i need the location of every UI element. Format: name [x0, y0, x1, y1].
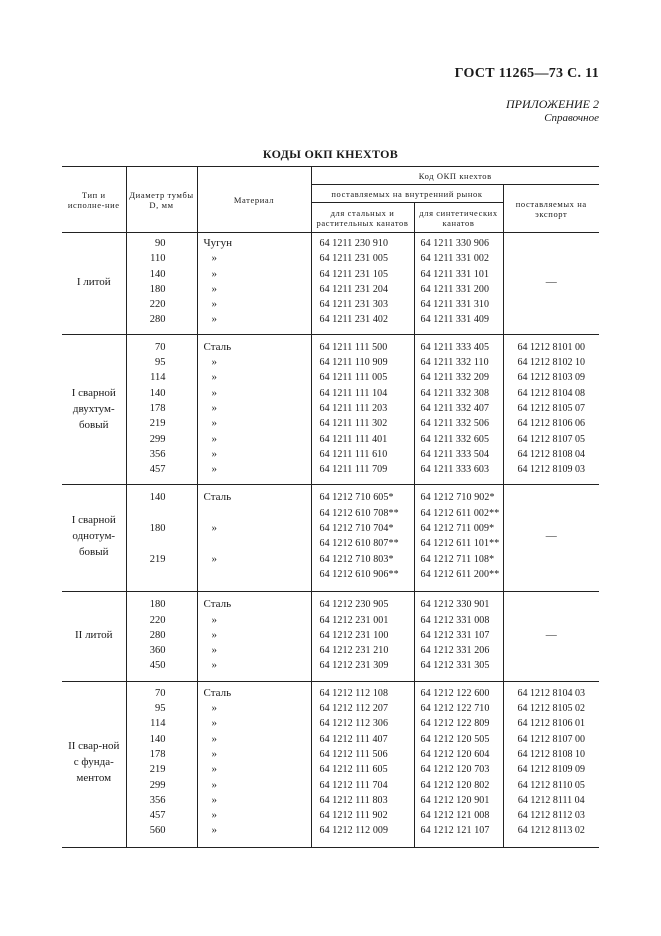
okp-codes-table — [62, 166, 599, 848]
materials-entry: » — [211, 793, 217, 806]
diameters-entry: 95 — [155, 703, 166, 715]
export-codes-entry: 64 1212 8106 01 — [517, 718, 585, 730]
table-title: КОДЫ ОКП КНЕХТОВ — [262, 147, 399, 161]
materials-entry: Чугун — [203, 237, 233, 249]
col-synthetic-header: для синтетических канатов — [414, 203, 503, 233]
appendix-title: ПРИЛОЖЕНИЕ 2 — [506, 97, 599, 111]
steel-codes-entry: 64 1212 111 407 — [319, 733, 388, 745]
table-header — [62, 167, 599, 233]
steel-codes-entry: 64 1212 610 708** — [319, 507, 399, 519]
diameters-entry: 457 — [149, 464, 166, 476]
synthetic-codes-entry: 64 1212 611 002** — [420, 507, 500, 519]
materials-entry — [198, 567, 311, 582]
steel-codes-entry: 64 1211 111 203 — [319, 402, 388, 414]
synthetic-codes-entry: 64 1211 333 504 — [420, 448, 490, 460]
steel-codes-entry: 64 1211 111 401 — [319, 433, 388, 445]
steel-codes-entry: 64 1212 112 306 — [319, 718, 389, 730]
materials-entry: » — [211, 763, 217, 776]
materials-entry: Сталь — [203, 491, 232, 504]
materials-entry: » — [211, 628, 217, 641]
materials-entry: » — [211, 644, 217, 657]
materials-entry: » — [211, 522, 217, 535]
steel-codes-entry: 64 1211 230 910 — [319, 238, 389, 249]
synthetic-codes-entry: 64 1212 120 703 — [420, 764, 490, 776]
steel-codes-entry: 64 1212 710 605* — [319, 492, 394, 504]
materials-entry: » — [211, 809, 217, 822]
material-cell — [197, 334, 311, 485]
steel-codes-entry: 64 1212 112 207 — [319, 703, 389, 715]
synthetic-codes-entry: 64 1212 122 710 — [420, 703, 490, 715]
table-body — [62, 233, 599, 848]
diameters-entry: 220 — [149, 614, 166, 626]
diameters-entry: 219 — [149, 764, 166, 776]
material-cell — [197, 681, 311, 847]
materials-entry: » — [211, 702, 217, 715]
synthetic-codes-entry: 64 1212 331 008 — [420, 614, 490, 626]
materials-entry: » — [211, 267, 217, 280]
export-codes-entry: 64 1212 8110 05 — [517, 779, 585, 791]
diameters-entry: 114 — [150, 718, 166, 730]
steel-codes-entry: 64 1212 111 902 — [319, 810, 388, 822]
materials-entry: » — [211, 252, 217, 265]
materials-entry: » — [211, 356, 217, 369]
steel-code-cell — [311, 485, 414, 592]
steel-codes-entry: 64 1212 710 803* — [319, 553, 394, 565]
synthetic-codes-entry: 64 1211 332 110 — [420, 357, 489, 369]
synthetic-code-cell — [414, 592, 503, 681]
diameters-entry: 180 — [149, 599, 166, 611]
diameter-cell — [126, 233, 197, 335]
diameters-entry: 70 — [155, 687, 166, 699]
material-cell — [197, 233, 311, 335]
steel-codes-entry: 64 1211 110 909 — [319, 357, 388, 369]
diameter-cell — [126, 485, 197, 592]
steel-codes-entry: 64 1211 231 303 — [319, 299, 389, 311]
steel-code-cell — [311, 233, 414, 335]
steel-code-cell — [311, 592, 414, 681]
steel-codes-entry: 64 1212 230 905 — [319, 599, 389, 611]
steel-codes-entry: 64 1212 710 704* — [319, 523, 394, 535]
diameters-entry: 219 — [149, 553, 166, 565]
col-steel-plant-header: для стальных и растительных канатов — [311, 203, 414, 233]
type-label: II литой — [74, 629, 113, 642]
synthetic-codes-entry: 64 1212 121 107 — [420, 825, 490, 837]
steel-codes-entry: 64 1212 231 100 — [319, 629, 389, 641]
steel-code-cell — [311, 681, 414, 847]
export-codes-entry: 64 1212 8107 00 — [517, 733, 585, 745]
diameters-entry: 180 — [149, 523, 166, 535]
steel-codes-entry: 64 1212 231 210 — [319, 645, 389, 657]
type-label: I сварной однотум-бовый — [71, 514, 116, 559]
table-row — [62, 485, 599, 592]
materials-entry: » — [211, 371, 217, 384]
type-label: I литой — [76, 275, 111, 288]
steel-codes-entry: 64 1211 231 204 — [319, 283, 389, 295]
export-codes-entry: 64 1212 8105 07 — [517, 402, 585, 414]
steel-codes-entry: 64 1212 112 108 — [319, 687, 389, 699]
diameters-entry: 299 — [149, 433, 166, 445]
export-code-cell — [503, 592, 599, 681]
steel-codes-entry: 64 1211 231 005 — [319, 253, 389, 265]
synthetic-codes-entry: 64 1211 332 506 — [420, 418, 490, 430]
steel-codes-entry: 64 1212 231 309 — [319, 660, 389, 672]
col-okp-header: Код ОКП кнехтов — [311, 167, 599, 185]
appendix-label — [506, 97, 599, 125]
steel-codes-entry: 64 1211 111 500 — [319, 341, 388, 353]
synthetic-code-cell — [414, 233, 503, 335]
synthetic-codes-entry: 64 1211 331 002 — [420, 253, 490, 265]
diameters-entry: 450 — [149, 660, 166, 672]
steel-codes-entry: 64 1212 112 009 — [319, 825, 389, 837]
synthetic-codes-entry: 64 1212 122 809 — [420, 718, 490, 730]
table-row — [62, 592, 599, 681]
diameters-entry: 70 — [155, 341, 166, 353]
material-cell — [197, 485, 311, 592]
type-cell — [62, 681, 126, 847]
synthetic-codes-entry: 64 1212 330 901 — [420, 599, 490, 611]
steel-codes-entry: 64 1211 111 302 — [319, 418, 388, 430]
synthetic-codes-entry: 64 1212 331 206 — [420, 645, 490, 657]
diameter-cell — [126, 592, 197, 681]
document-reference: ГОСТ 11265—73 С. 11 — [454, 66, 599, 81]
empty-dash: — — [545, 530, 557, 543]
materials-entry: » — [211, 386, 217, 399]
col-diameter-header: Диаметр тумбы D, мм — [126, 167, 197, 233]
materials-entry: » — [211, 732, 217, 745]
materials-entry: » — [211, 298, 217, 311]
export-codes-entry: 64 1212 8112 03 — [517, 810, 585, 822]
diameters-entry: 178 — [149, 402, 166, 414]
diameters-entry: 178 — [149, 748, 166, 760]
synthetic-codes-entry: 64 1211 332 407 — [420, 402, 490, 414]
type-cell — [62, 592, 126, 681]
materials-entry: » — [211, 432, 217, 445]
synthetic-codes-entry: 64 1211 332 209 — [420, 372, 490, 384]
diameters-entry — [127, 536, 166, 551]
materials-entry: » — [211, 313, 217, 326]
synthetic-codes-entry: 64 1212 611 101** — [420, 538, 500, 550]
material-cell — [197, 592, 311, 681]
materials-entry: » — [211, 613, 217, 626]
synthetic-codes-entry: 64 1212 120 802 — [420, 779, 490, 791]
synthetic-codes-entry: 64 1211 331 310 — [420, 299, 490, 311]
synthetic-codes-entry: 64 1212 120 901 — [420, 794, 490, 806]
export-codes-entry: 64 1212 8108 04 — [517, 448, 585, 460]
synthetic-codes-entry: 64 1211 333 603 — [420, 464, 490, 476]
diameters-entry: 180 — [149, 283, 166, 295]
type-cell — [62, 485, 126, 592]
steel-codes-entry: 64 1212 111 506 — [319, 748, 388, 760]
synthetic-codes-entry: 64 1212 121 008 — [420, 810, 490, 822]
diameters-entry: 560 — [149, 825, 166, 837]
diameters-entry: 110 — [150, 253, 166, 265]
materials-entry: » — [211, 447, 217, 460]
synthetic-codes-entry: 64 1212 120 505 — [420, 733, 490, 745]
synthetic-codes-entry: 64 1211 333 405 — [420, 341, 490, 353]
empty-dash: — — [545, 275, 557, 288]
materials-entry: » — [211, 282, 217, 295]
steel-code-cell — [311, 334, 414, 485]
diameters-entry: 457 — [149, 810, 166, 822]
materials-entry: Сталь — [203, 686, 232, 699]
diameter-cell — [126, 334, 197, 485]
synthetic-code-cell — [414, 334, 503, 485]
diameters-entry: 90 — [155, 238, 166, 249]
export-codes-entry: 64 1212 8111 04 — [517, 794, 585, 806]
synthetic-code-cell — [414, 681, 503, 847]
materials-entry — [198, 536, 311, 551]
materials-entry: » — [211, 717, 217, 730]
type-label: II свар-ной с фунда-ментом — [68, 740, 120, 785]
appendix-subtitle: Справочное — [544, 112, 599, 124]
table-row — [62, 334, 599, 485]
diameters-entry: 140 — [149, 733, 166, 745]
steel-codes-entry: 64 1211 231 105 — [319, 268, 389, 280]
materials-entry: » — [211, 417, 217, 430]
export-code-cell — [503, 681, 599, 847]
synthetic-codes-entry: 64 1212 331 305 — [420, 660, 490, 672]
steel-codes-entry: 64 1211 111 709 — [319, 464, 388, 476]
table-row — [62, 233, 599, 335]
steel-codes-entry: 64 1212 111 704 — [319, 779, 388, 791]
export-codes-entry: 64 1212 8113 02 — [517, 825, 585, 837]
synthetic-codes-entry: 64 1211 330 906 — [420, 238, 490, 249]
materials-entry: » — [211, 824, 217, 837]
steel-codes-entry: 64 1211 111 610 — [319, 448, 388, 460]
type-cell — [62, 233, 126, 335]
synthetic-codes-entry: 64 1211 331 200 — [420, 283, 490, 295]
synthetic-codes-entry: 64 1211 331 409 — [420, 314, 490, 326]
export-code-cell — [503, 233, 599, 335]
col-domestic-header: поставляемых на внутренний рынок — [311, 185, 503, 203]
steel-codes-entry: 64 1212 610 807** — [319, 538, 399, 550]
export-codes-entry: 64 1212 8103 09 — [517, 372, 585, 384]
synthetic-codes-entry: 64 1211 331 101 — [420, 268, 490, 280]
synthetic-code-cell — [414, 485, 503, 592]
materials-entry: » — [211, 463, 217, 476]
export-codes-entry: 64 1212 8108 10 — [517, 748, 585, 760]
synthetic-codes-entry: 64 1212 120 604 — [420, 748, 490, 760]
export-codes-entry: 64 1212 8107 05 — [517, 433, 585, 445]
steel-codes-entry: 64 1211 111 104 — [319, 387, 388, 399]
diameters-entry — [127, 567, 166, 582]
synthetic-codes-entry: 64 1212 611 200** — [420, 568, 500, 580]
diameters-entry: 140 — [149, 268, 166, 280]
materials-entry: » — [211, 659, 217, 672]
diameters-entry: 356 — [149, 448, 166, 460]
diameters-entry: 140 — [149, 492, 166, 504]
export-codes-entry: 64 1212 8105 02 — [517, 703, 585, 715]
export-codes-entry: 64 1212 8104 08 — [517, 387, 585, 399]
table-row — [62, 681, 599, 847]
steel-codes-entry: 64 1211 111 005 — [319, 372, 388, 384]
export-codes-entry: 64 1212 8109 03 — [517, 464, 585, 476]
type-cell — [62, 334, 126, 485]
diameters-entry: 219 — [149, 418, 166, 430]
materials-entry: » — [211, 747, 217, 760]
synthetic-codes-entry: 64 1211 332 605 — [420, 433, 490, 445]
steel-codes-entry: 64 1212 111 803 — [319, 794, 388, 806]
steel-codes-entry: 64 1211 231 402 — [319, 314, 389, 326]
diameter-cell — [126, 681, 197, 847]
steel-codes-entry: 64 1212 610 906** — [319, 568, 399, 580]
diameters-entry: 356 — [149, 794, 166, 806]
synthetic-codes-entry: 64 1212 711 108* — [420, 553, 495, 565]
export-codes-entry: 64 1212 8101 00 — [517, 341, 585, 353]
materials-entry: » — [211, 401, 217, 414]
synthetic-codes-entry: 64 1212 122 600 — [420, 687, 490, 699]
export-code-cell — [503, 485, 599, 592]
export-code-cell — [503, 334, 599, 485]
synthetic-codes-entry: 64 1212 331 107 — [420, 629, 490, 641]
diameters-entry: 280 — [149, 314, 166, 326]
materials-entry: Сталь — [203, 598, 232, 611]
type-label: I сварной двухтум-бовый — [71, 386, 116, 431]
synthetic-codes-entry: 64 1212 711 009* — [420, 523, 495, 535]
export-codes-entry: 64 1212 8106 06 — [517, 418, 585, 430]
diameters-entry: 299 — [149, 779, 166, 791]
materials-entry: » — [211, 552, 217, 565]
diameters-entry: 360 — [149, 645, 166, 657]
synthetic-codes-entry: 64 1212 710 902* — [420, 492, 495, 504]
col-material-header: Материал — [197, 167, 311, 233]
synthetic-codes-entry: 64 1211 332 308 — [420, 387, 490, 399]
col-export-header: поставляемых на экспорт — [503, 185, 599, 233]
empty-dash: — — [545, 629, 557, 642]
diameters-entry — [127, 506, 166, 521]
diameters-entry: 280 — [149, 629, 166, 641]
materials-entry: Сталь — [203, 340, 232, 353]
diameters-entry: 95 — [155, 357, 166, 369]
steel-codes-entry: 64 1212 111 605 — [319, 764, 388, 776]
materials-entry: » — [211, 778, 217, 791]
steel-codes-entry: 64 1212 231 001 — [319, 614, 389, 626]
export-codes-entry: 64 1212 8109 09 — [517, 764, 585, 776]
col-type-header: Тип и исполне-ние — [62, 167, 126, 233]
materials-entry — [198, 506, 311, 521]
diameters-entry: 220 — [149, 299, 166, 311]
export-codes-entry: 64 1212 8104 03 — [517, 687, 585, 699]
export-codes-entry: 64 1212 8102 10 — [517, 357, 585, 369]
diameters-entry: 140 — [149, 387, 166, 399]
diameters-entry: 114 — [150, 372, 166, 384]
